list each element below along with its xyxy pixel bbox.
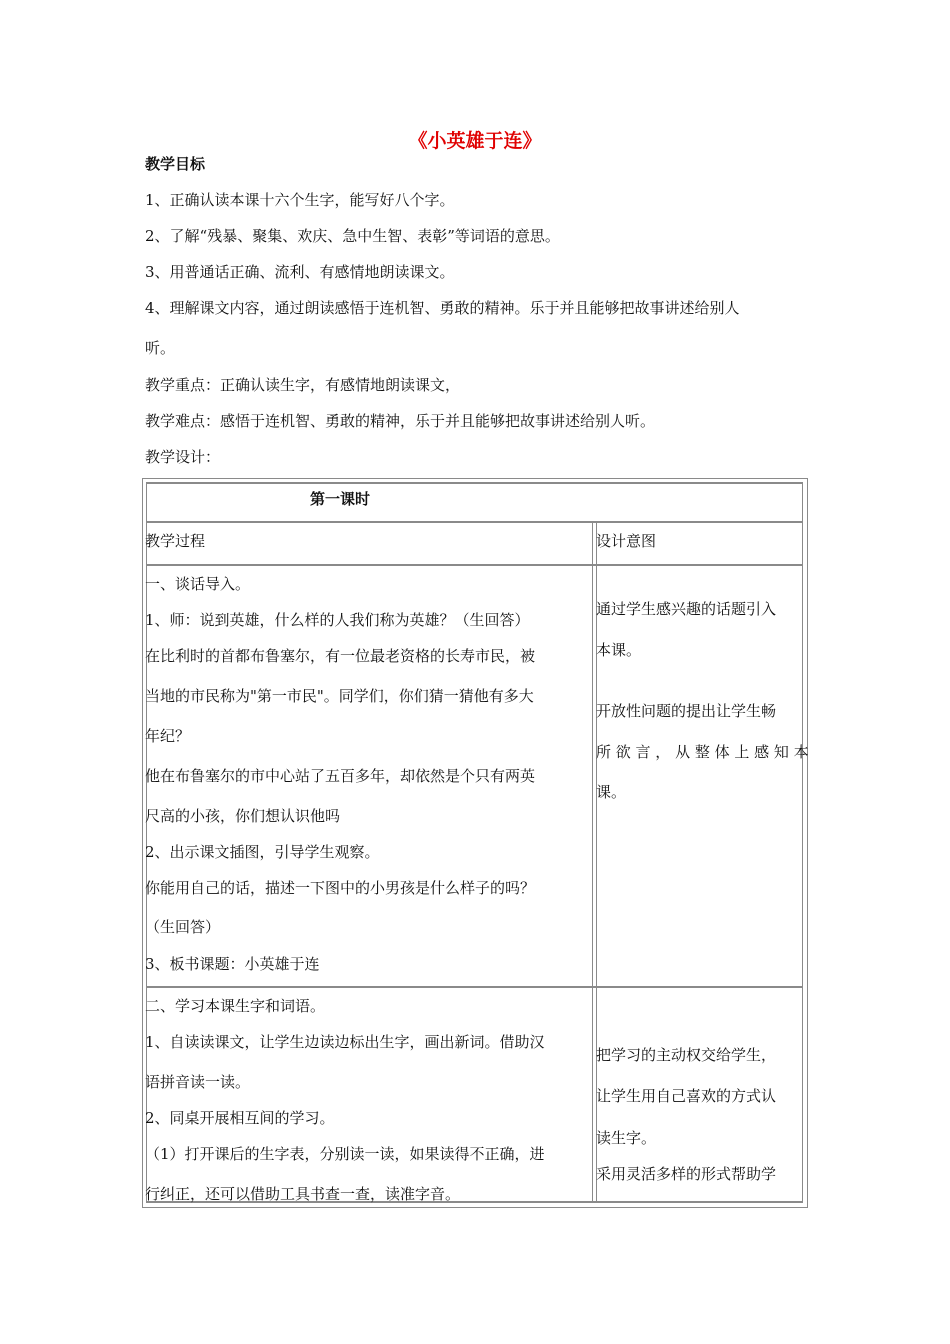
intent-line: 开放性问题的提出让学生畅	[596, 702, 777, 720]
intent-line: 采用灵活多样的形式帮助学	[596, 1165, 777, 1183]
table-rule	[146, 564, 803, 566]
process-line: 3、板书课题：小英雄于连	[145, 955, 320, 973]
intent-line: 读生字。	[596, 1129, 657, 1147]
intent-line: 通过学生感兴趣的话题引入	[596, 600, 777, 618]
table-rule	[146, 986, 803, 988]
intent-line: 课。	[596, 783, 627, 801]
process-line: 他在布鲁塞尔的市中心站了五百多年，却依然是个只有两英	[145, 767, 536, 785]
header-intent: 设计意图	[596, 532, 657, 550]
process-line: 一、谈话导入。	[145, 575, 251, 593]
design-label: 教学设计：	[145, 448, 221, 466]
objective-item: 2、了解“残暴、聚集、欢庆、急中生智、表彰”等词语的意思。	[145, 227, 560, 245]
process-line: （生回答）	[145, 918, 221, 936]
table-caption: 第一课时	[310, 490, 371, 508]
objectives-heading: 教学目标	[145, 155, 206, 173]
intent-line: 让学生用自己喜欢的方式认	[596, 1087, 777, 1105]
process-line: （1）打开课后的生字表，分别读一读，如果读得不正确，进	[145, 1145, 545, 1163]
table-rule	[146, 482, 803, 484]
intent-line: 把学习的主动权交给学生，	[596, 1046, 777, 1064]
process-line: 当地的市民称为"第一市民"。同学们，你们猜一猜他有多大	[145, 687, 534, 705]
process-line: 年纪？	[145, 727, 191, 745]
document-title: 《小英雄于连》	[408, 130, 542, 152]
process-line: 1、自读读课文，让学生边读边标出生字，画出新词。借助汉	[145, 1033, 545, 1051]
objective-item: 4、理解课文内容，通过朗读感悟于连机智、勇敢的精神。乐于并且能够把故事讲述给别人	[145, 299, 740, 317]
header-process: 教学过程	[145, 532, 206, 550]
process-line: 尺高的小孩，你们想认识他吗	[145, 807, 341, 825]
table-rule	[592, 523, 593, 1201]
difficult-point: 教学难点：感悟于连机智、勇敢的精神，乐于并且能够把故事讲述给别人听。	[145, 412, 656, 430]
table-rule	[802, 482, 803, 1202]
objective-item: 1、正确认读本课十六个生字，能写好八个字。	[145, 191, 455, 209]
intent-line: 所 欲 言 ， 从 整 体 上 感 知 本	[596, 743, 809, 761]
table-rule	[146, 521, 803, 523]
intent-line: 本课。	[596, 641, 642, 659]
process-line: 1、师：说到英雄，什么样的人我们称为英雄？（生回答）	[145, 611, 530, 629]
process-line: 2、出示课文插图，引导学生观察。	[145, 843, 380, 861]
objective-item: 3、用普通话正确、流利、有感情地朗读课文。	[145, 263, 455, 281]
objective-item: 听。	[145, 339, 176, 357]
process-line: 在比利时的首都布鲁塞尔，有一位最老资格的长寿市民，被	[145, 647, 536, 665]
process-line: 2、同桌开展相互间的学习。	[145, 1109, 335, 1127]
key-point: 教学重点：正确认读生字，有感情地朗读课文，	[145, 376, 461, 394]
process-line: 你能用自己的话，描述一下图中的小男孩是什么样子的吗？	[145, 879, 536, 897]
lesson-table	[142, 478, 808, 1208]
process-line: 行纠正，还可以借助工具书查一查，读准字音。	[145, 1185, 461, 1203]
process-line: 二、学习本课生字和词语。	[145, 997, 326, 1015]
process-line: 语拼音读一读。	[145, 1073, 251, 1091]
